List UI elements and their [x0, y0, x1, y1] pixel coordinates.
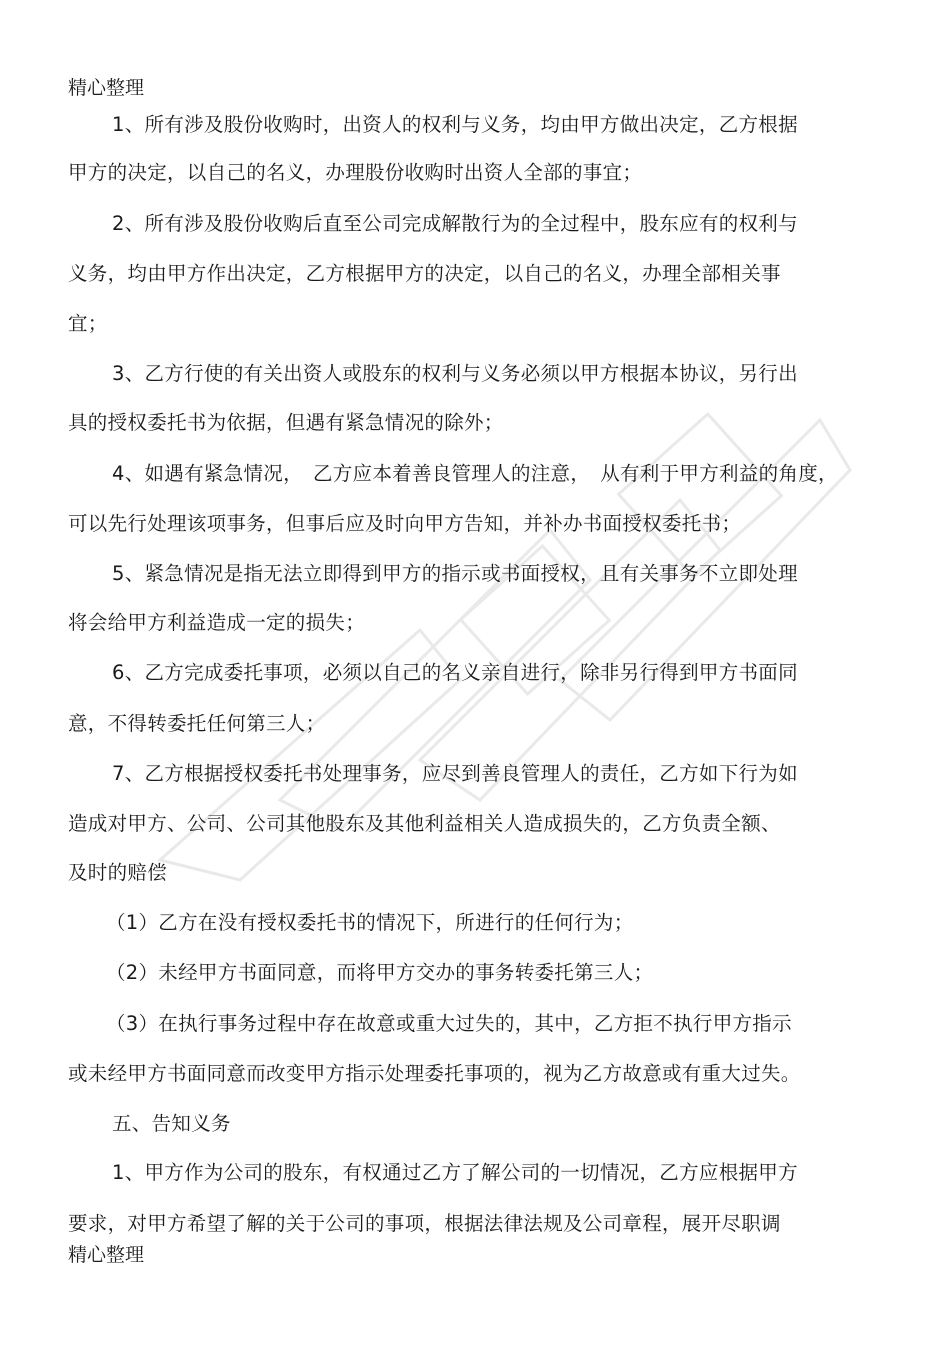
text-line: 或未经甲方书面同意而改变甲方指示处理委托事项的，视为乙方故意或有重大过失。: [68, 1062, 801, 1085]
text-line: 2、所有涉及股份收购后直至公司完成解散行为的全过程中，股东应有的权利与: [112, 212, 798, 235]
text-line: 可以先行处理该项事务，但事后应及时向甲方告知，并补办书面授权委托书；: [68, 512, 742, 535]
text-line: 宜；: [68, 312, 108, 335]
text-line: 具的授权委托书为依据，但遇有紧急情况的除外；: [68, 411, 504, 434]
text-line: 4、如遇有紧急情况， 乙方应本着善良管理人的注意， 从有利于甲方利益的角度，: [112, 462, 838, 485]
text-line: 及时的赔偿: [68, 861, 168, 884]
text-line: 1、所有涉及股份收购时，出资人的权利与义务，均由甲方做出决定，乙方根据: [112, 113, 798, 136]
text-line: 意，不得转委托任何第三人；: [68, 712, 326, 735]
text-line: 7、乙方根据授权委托书处理事务，应尽到善良管理人的责任，乙方如下行为如: [112, 762, 798, 785]
text-line: （1）乙方在没有授权委托书的情况下，所进行的任何行为；: [106, 911, 634, 934]
text-line: 将会给甲方利益造成一定的损失；: [68, 611, 366, 634]
text-line: 造成对甲方、公司、公司其他股东及其他利益相关人造成损失的，乙方负责全额、: [68, 812, 781, 835]
text-line: 1、甲方作为公司的股东，有权通过乙方了解公司的一切情况，乙方应根据甲方: [112, 1161, 798, 1184]
text-line: 五、告知义务: [112, 1112, 231, 1135]
text-line: （3）在执行事务过程中存在故意或重大过失的，其中，乙方拒不执行甲方指示: [106, 1012, 792, 1035]
text-line: 要求，对甲方希望了解的关于公司的事项，根据法律法规及公司章程，展开尽职调: [68, 1212, 781, 1235]
text-line: 6、乙方完成委托事项，必须以自己的名义亲自进行，除非另行得到甲方书面同: [112, 661, 798, 684]
footer-watermark-text: 精心整理: [68, 1244, 145, 1266]
header-watermark-text: 精心整理: [68, 77, 145, 99]
text-line: 5、紧急情况是指无法立即得到甲方的指示或书面授权，且有关事务不立即处理: [112, 562, 798, 585]
text-line: 甲方的决定，以自己的名义，办理股份收购时出资人全部的事宜；: [68, 161, 643, 184]
text-line: 3、乙方行使的有关出资人或股东的权利与义务必须以甲方根据本协议，另行出: [112, 362, 798, 385]
text-line: 义务，均由甲方作出决定，乙方根据甲方的决定，以自己的名义，办理全部相关事: [68, 262, 781, 285]
text-line: （2）未经甲方书面同意，而将甲方交办的事务转委托第三人；: [106, 961, 654, 984]
